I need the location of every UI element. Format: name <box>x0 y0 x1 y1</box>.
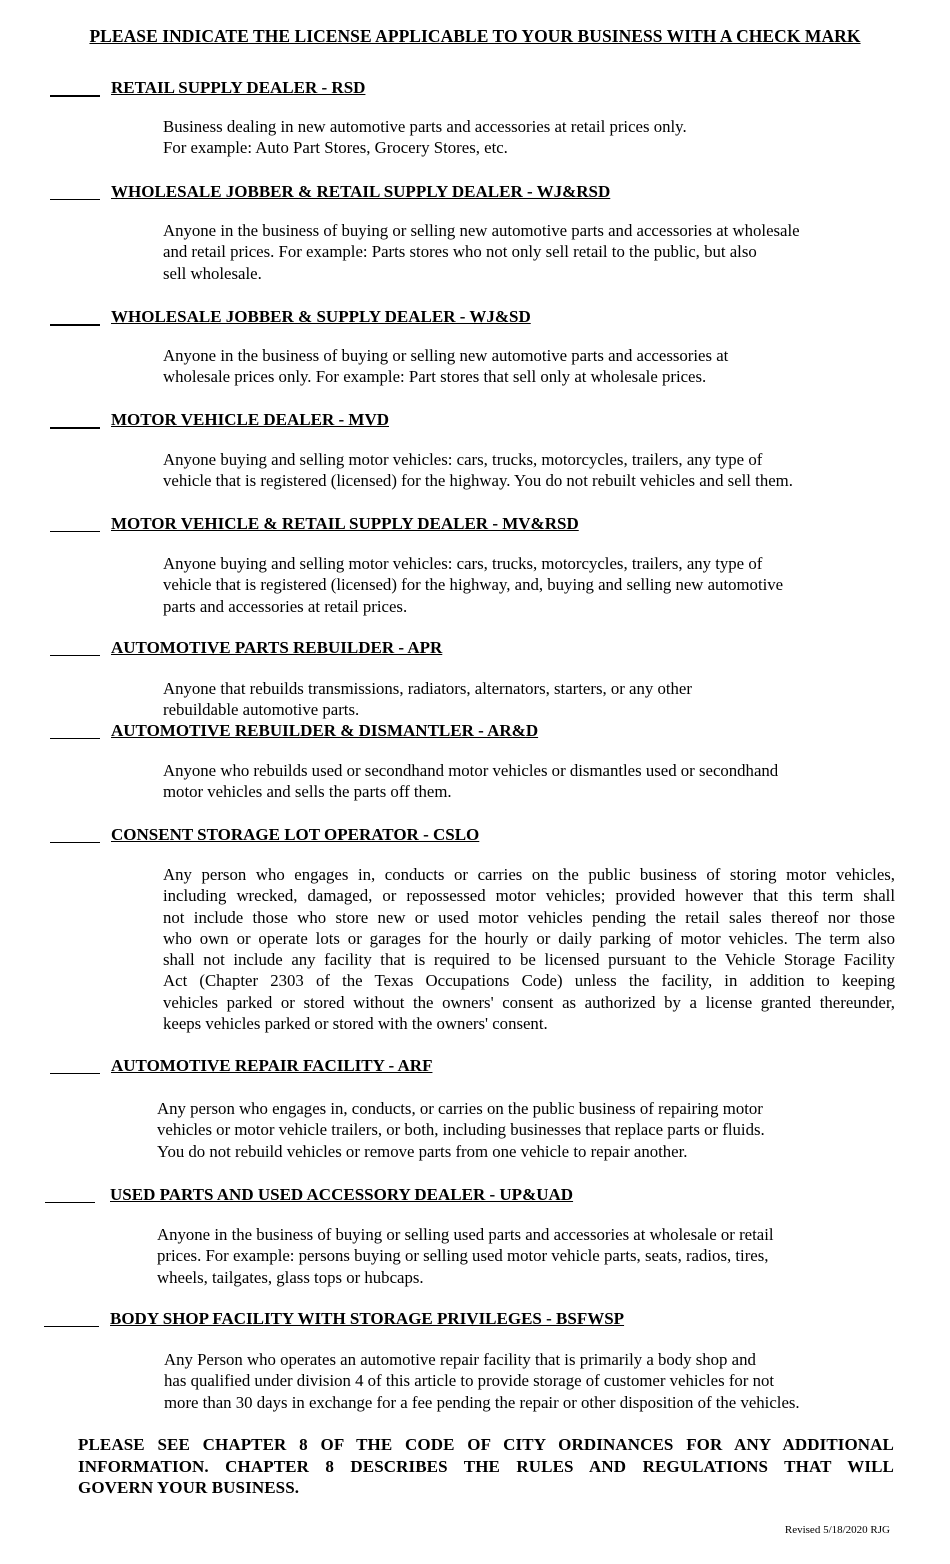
license-section-mvrsd <box>0 514 950 616</box>
check-blank-upuad[interactable] <box>45 1202 95 1203</box>
notice-line: PLEASE SEE CHAPTER 8 OF THE CODE OF CITY ORDINANCES FOR ANY ADDITIONAL <box>78 1435 894 1454</box>
description-line: Anyone that rebuilds transmissions, radiators, alternators, starters, or any other <box>163 679 692 698</box>
revision-note: Revised 5/18/2020 RJG <box>784 1524 890 1536</box>
license-title-upuad: USED PARTS AND USED ACCESSORY DEALER - UP&UAD <box>110 1185 574 1204</box>
description-line: Act (Chapter 2303 of the Texas Occupations Code) unless the facility, in addition to keeping <box>163 971 895 991</box>
description-line: vehicles or motor vehicle trailers, or both, including businesses that replace parts or fluids. <box>157 1120 765 1140</box>
page-title: PLEASE INDICATE THE LICENSE APPLICABLE TO YOUR BUSINESS WITH A CHECK MARK <box>89 26 861 46</box>
check-blank-mvrsd[interactable] <box>50 531 100 532</box>
license-title-bsfwsp: BODY SHOP FACILITY WITH STORAGE PRIVILEGES - BSFWSP <box>110 1309 625 1328</box>
notice-line: GOVERN YOUR BUSINESS. <box>78 1478 300 1497</box>
license-title-wjsd: WHOLESALE JOBBER & SUPPLY DEALER - WJ&SD <box>111 307 531 326</box>
description-line: who own or operate lots or garages for the hourly or daily parking of motor vehicles. The term also <box>163 928 895 948</box>
license-section-wjrsd <box>0 182 950 283</box>
license-title-mvd: MOTOR VEHICLE DEALER - MVD <box>111 410 390 429</box>
license-description-rsd <box>163 116 898 159</box>
license-title-wjrsd: WHOLESALE JOBBER & RETAIL SUPPLY DEALER - WJ&RSD <box>111 182 611 201</box>
description-line: Any Person who operates an automotive repair facility that is primarily a body shop and <box>164 1350 756 1369</box>
description-line: wholesale prices only. For example: Part stores that sell only at wholesale prices. <box>163 367 707 387</box>
check-blank-cslo[interactable] <box>50 842 100 843</box>
license-description-upuad <box>157 1224 892 1288</box>
description-line: shall not include any facility that is required to be licensed pursuant to the Vehicle Storage Facility <box>163 950 895 970</box>
license-description-arf <box>157 1098 892 1162</box>
description-line: more than 30 days in exchange for a fee pending the repair or other disposition of the vehicles. <box>164 1392 800 1412</box>
description-line: prices. For example: persons buying or selling used motor vehicle parts, seats, radios, tires, <box>157 1246 769 1266</box>
license-title-arf: AUTOMOTIVE REPAIR FACILITY - ARF <box>111 1056 433 1075</box>
description-line: Any person who engages in, conducts or carries on the public business of storing motor vehicles, <box>163 865 895 884</box>
description-line: Anyone who rebuilds used or secondhand motor vehicles or dismantles used or secondhand <box>163 761 779 780</box>
description-line: Anyone buying and selling motor vehicles: cars, trucks, motorcycles, trailers, any type of <box>163 450 763 469</box>
check-blank-rsd[interactable] <box>50 95 100 97</box>
description-line: Anyone in the business of buying or selling new automotive parts and accessories at <box>163 346 729 365</box>
description-line: Business dealing in new automotive parts and accessories at retail prices only. <box>163 117 687 136</box>
license-description-mvrsd <box>163 553 898 617</box>
license-description-ard <box>163 760 898 803</box>
license-description-cslo <box>163 864 895 1034</box>
license-section-apr <box>0 638 950 720</box>
license-title-cslo: CONSENT STORAGE LOT OPERATOR - CSLO <box>111 825 480 844</box>
description-line: For example: Auto Part Stores, Grocery Stores, etc. <box>163 138 508 158</box>
license-title-ard: AUTOMOTIVE REBUILDER & DISMANTLER - AR&D <box>111 721 539 740</box>
description-line: vehicle that is registered (licensed) for the highway, and, buying and selling new automotive <box>163 575 784 595</box>
description-line: sell wholesale. <box>163 263 262 283</box>
license-section-wjsd <box>0 307 950 387</box>
license-section-ard <box>0 721 950 802</box>
license-description-wjsd <box>163 345 898 388</box>
license-section-arf <box>0 1056 950 1161</box>
description-line: Anyone in the business of buying or selling new automotive parts and accessories at wholesale <box>163 221 800 240</box>
check-blank-arf[interactable] <box>50 1073 100 1074</box>
description-line: Anyone buying and selling motor vehicles: cars, trucks, motorcycles, trailers, any type of <box>163 554 763 573</box>
license-section-mvd <box>0 410 950 491</box>
check-blank-mvd[interactable] <box>50 427 100 429</box>
description-line: motor vehicles and sells the parts off them. <box>163 782 452 802</box>
description-line: wheels, tailgates, glass tops or hubcaps. <box>157 1267 424 1287</box>
description-line: Any person who engages in, conducts, or carries on the public business of repairing motor <box>157 1099 763 1118</box>
license-title-mvrsd: MOTOR VEHICLE & RETAIL SUPPLY DEALER - MV&RSD <box>111 514 579 533</box>
check-blank-wjrsd[interactable] <box>50 199 100 200</box>
license-section-rsd <box>0 78 950 158</box>
notice-line: INFORMATION. CHAPTER 8 DESCRIBES THE RULES AND REGULATIONS THAT WILL <box>78 1456 894 1476</box>
description-line: vehicle that is registered (licensed) for the highway. You do not rebuilt vehicles and sell them. <box>163 471 793 491</box>
check-blank-ard[interactable] <box>50 738 100 739</box>
check-blank-wjsd[interactable] <box>50 324 100 326</box>
license-section-bsfwsp <box>0 1309 950 1412</box>
license-description-mvd <box>163 449 898 492</box>
description-line: keeps vehicles parked or stored with the owners' consent. <box>163 1014 548 1034</box>
description-line: has qualified under division 4 of this article to provide storage of customer vehicles for not <box>164 1371 775 1391</box>
license-description-wjrsd <box>163 220 898 284</box>
description-line: vehicles parked or stored without the owners' consent as authorized by a license granted thereunder, <box>163 992 895 1012</box>
check-blank-apr[interactable] <box>50 655 100 656</box>
license-description-bsfwsp <box>164 1349 899 1413</box>
description-line: parts and accessories at retail prices. <box>163 596 408 616</box>
description-line: including wrecked, damaged, or repossessed motor vehicles; provided however that this term shall <box>163 886 895 906</box>
description-line: rebuildable automotive parts. <box>163 700 360 720</box>
license-title-apr: AUTOMOTIVE PARTS REBUILDER - APR <box>111 638 443 657</box>
license-section-upuad <box>0 1185 950 1287</box>
license-description-apr <box>163 678 898 721</box>
description-line: Anyone in the business of buying or selling used parts and accessories at wholesale or retail <box>157 1225 774 1244</box>
ordinance-notice <box>78 1434 894 1499</box>
description-line: and retail prices. For example: Parts stores who not only sell retail to the public, but also <box>163 242 757 262</box>
check-blank-bsfwsp[interactable] <box>44 1326 99 1327</box>
license-title-rsd: RETAIL SUPPLY DEALER - RSD <box>111 78 366 97</box>
license-section-cslo <box>0 825 950 1034</box>
description-line: You do not rebuild vehicles or remove parts from one vehicle to repair another. <box>157 1141 688 1161</box>
description-line: not include those who store new or used motor vehicles pending the retail sales thereof nor those <box>163 907 895 927</box>
